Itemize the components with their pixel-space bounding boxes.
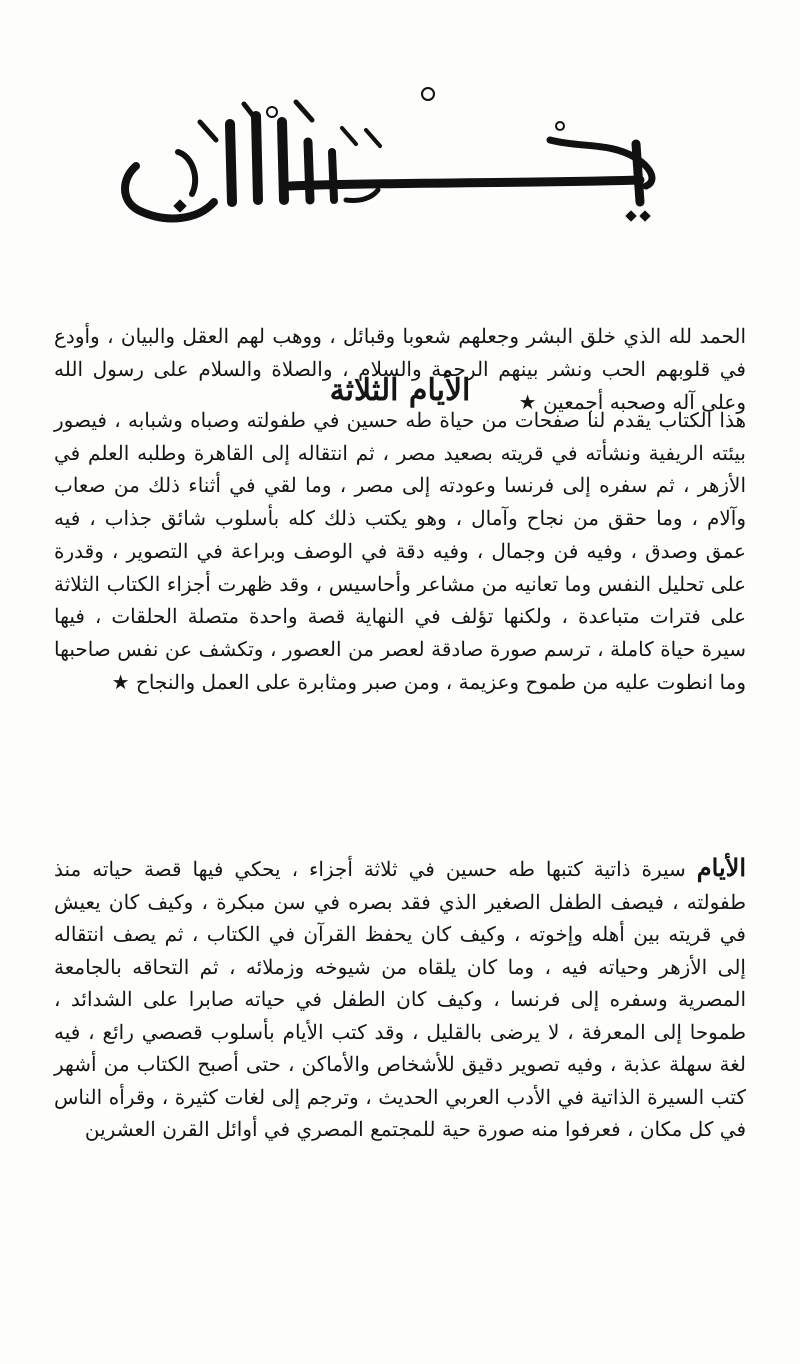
paragraph-2-body: سيرة ذاتية كتبها طه حسين في ثلاثة أجزاء ، يحكي فيها قصة حياته منذ طفولته ، فيصف الطفل الصغير الذي فقد بصره في سن مبكرة ، وكيف كان يعيش في قريته بين أهله وإخوته ، وكيف كان يحفظ القرآن في الكتاب ، ثم يصف انتقاله إلى الأزهر وحياته فيه ، وما كان يلقاه من شيوخه وزملائه ، ثم التحاقه بالجامعة المصرية وسفره إلى فرنسا ، وكيف كان الطفل في حياته صابرا على الشدائد ، طموحا إلى المعرفة ، لا يرضى بالقليل ، وقد كتب الأيام بأسلوب قصصي رائع ، فيه لغة سهلة عذبة ، وفيه تصوير دقيق للأشخاص والأماكن ، حتى أصبح الكتاب من أشهر كتب السيرة الذاتية في الأدب العربي الحديث ، وترجم إلى لغات كثيرة ، وقرأه الناس في كل مكان ، فعرفوا منه صورة حية للمجتمع المصري في أوائل القرن العشرين [54, 857, 746, 1141]
calligraphy-title-art [80, 82, 720, 312]
intro-paragraph: الحمد لله الذي خلق البشر وجعلهم شعوبا وقبائل ، ووهب لهم العقل والبيان ، وأودع في قلوبهم الحب ونشر بينهم الرحمة والسلام ، والصلاة والسلام على رسول الله وعلى آله وصحبه أجمعين ★ [54, 324, 746, 414]
section-paragraph-1-block [54, 404, 746, 698]
section-paragraph-2 [54, 852, 746, 1146]
section-heading: الأيام الثلاثة [329, 373, 471, 408]
section-paragraph-2-block [54, 852, 746, 1146]
paragraph-2-lead: الأيام [696, 853, 746, 882]
calligraphy-title-ornament [80, 82, 720, 312]
section-paragraph-1: هذا الكتاب يقدم لنا صفحات من حياة طه حسين في طفولته وصباه وشبابه ، فيصور بيئته الريفية ونشأته في قريته بصعيد مصر ، ثم انتقاله إلى القاهرة وطلبه العلم في الأزهر ، ثم سفره إلى فرنسا وعودته إلى مصر ، وما لقي في أثناء ذلك من صعاب وآلام ، وما حقق من نجاح وآمال ، وهو يكتب ذلك كله بأسلوب شائق جذاب ، فيه عمق وصدق ، وفيه فن وجمال ، وفيه دقة في الوصف وبراعة في التصوير ، وقدرة على تحليل النفس وما تعانيه من مشاعر وأحاسيس ، وقد ظهرت أجزاء الكتاب الثلاثة على فترات متباعدة ، ولكنها تؤلف في النهاية قصة واحدة متصلة الحلقات ، فيها سيرة حياة كاملة ، ترسم صورة صادقة لعصر من العصور ، وتكشف عن نفس صاحبها وما انطوت عليه من طموح وعزيمة ، ومن صبر ومثابرة على العمل والنجاح ★ [54, 408, 746, 694]
